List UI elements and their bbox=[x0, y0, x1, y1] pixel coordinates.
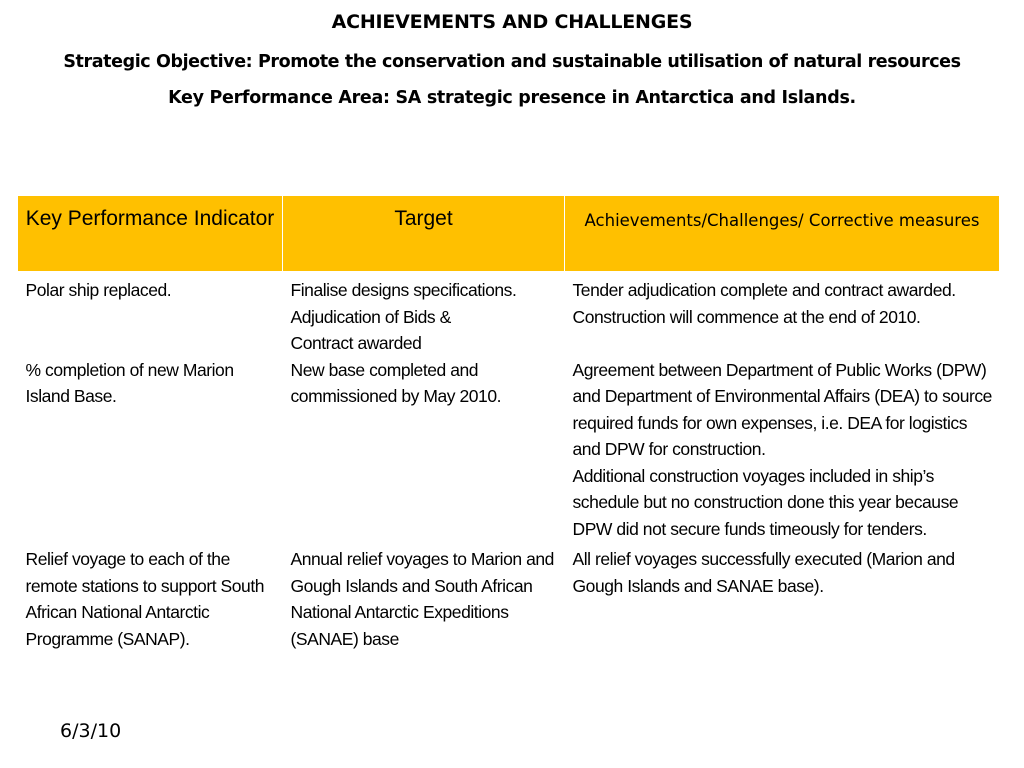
performance-table bbox=[17, 196, 1000, 652]
achievement-text: Additional construction voyages included in ship’s schedule but no construction done this year because DPW did not secure funds timeously for tenders. bbox=[572, 465, 959, 539]
key-performance-area: Key Performance Area: SA strategic presence in Antarctica and Islands. bbox=[168, 88, 856, 108]
achievements-cell bbox=[565, 271, 1000, 357]
target-text: New base completed and commissioned by May 2010. bbox=[290, 359, 502, 406]
table-row bbox=[18, 357, 1000, 543]
target-text: Finalise designs specifications. bbox=[290, 280, 517, 300]
column-header-achievements: Achievements/Challenges/ Corrective measures bbox=[565, 196, 1000, 271]
achievement-text: Tender adjudication complete and contract awarded. bbox=[572, 280, 956, 300]
target-cell bbox=[283, 271, 565, 357]
slide-date: 6/3/10 bbox=[60, 720, 122, 742]
table-row bbox=[18, 542, 1000, 652]
target-cell bbox=[283, 542, 565, 652]
achievements-cell bbox=[565, 542, 1000, 652]
column-header-kpi: Key Performance Indicator bbox=[18, 196, 283, 271]
achievement-text: All relief voyages successfully executed (Marion and Gough Islands and SANAE base). bbox=[572, 549, 955, 596]
kpi-text: Relief voyage to each of the remote stations to support South African National Antarctic Programme (SANAP). bbox=[25, 549, 265, 649]
target-text: Annual relief voyages to Marion and Gough Islands and South African National Antarctic Expeditions (SANAE) base bbox=[290, 549, 554, 649]
kpi-text: Polar ship replaced. bbox=[25, 280, 172, 300]
achievements-cell bbox=[565, 357, 1000, 543]
column-header-target: Target bbox=[283, 196, 565, 271]
kpi-cell bbox=[18, 542, 283, 652]
kpi-text: % completion of new Marion Island Base. bbox=[25, 359, 234, 406]
target-text: Adjudication of Bids & bbox=[290, 306, 451, 327]
target-cell bbox=[283, 357, 565, 543]
achievement-text: Agreement between Department of Public Works (DPW) and Department of Environmental Affairs (DEA) to source required funds for own expenses, i.e. DEA for logistics and DPW for construction. bbox=[572, 359, 992, 459]
table-row bbox=[18, 271, 1000, 357]
strategic-objective: Strategic Objective: Promote the conservation and sustainable utilisation of natural resources bbox=[63, 52, 961, 72]
kpi-cell bbox=[18, 357, 283, 543]
table-header-row bbox=[18, 196, 1000, 271]
kpi-cell bbox=[18, 271, 283, 357]
page-title: ACHIEVEMENTS AND CHALLENGES bbox=[331, 11, 693, 33]
target-text: Contract awarded bbox=[290, 333, 422, 353]
achievement-text: Construction will commence at the end of 2010. bbox=[572, 306, 921, 327]
